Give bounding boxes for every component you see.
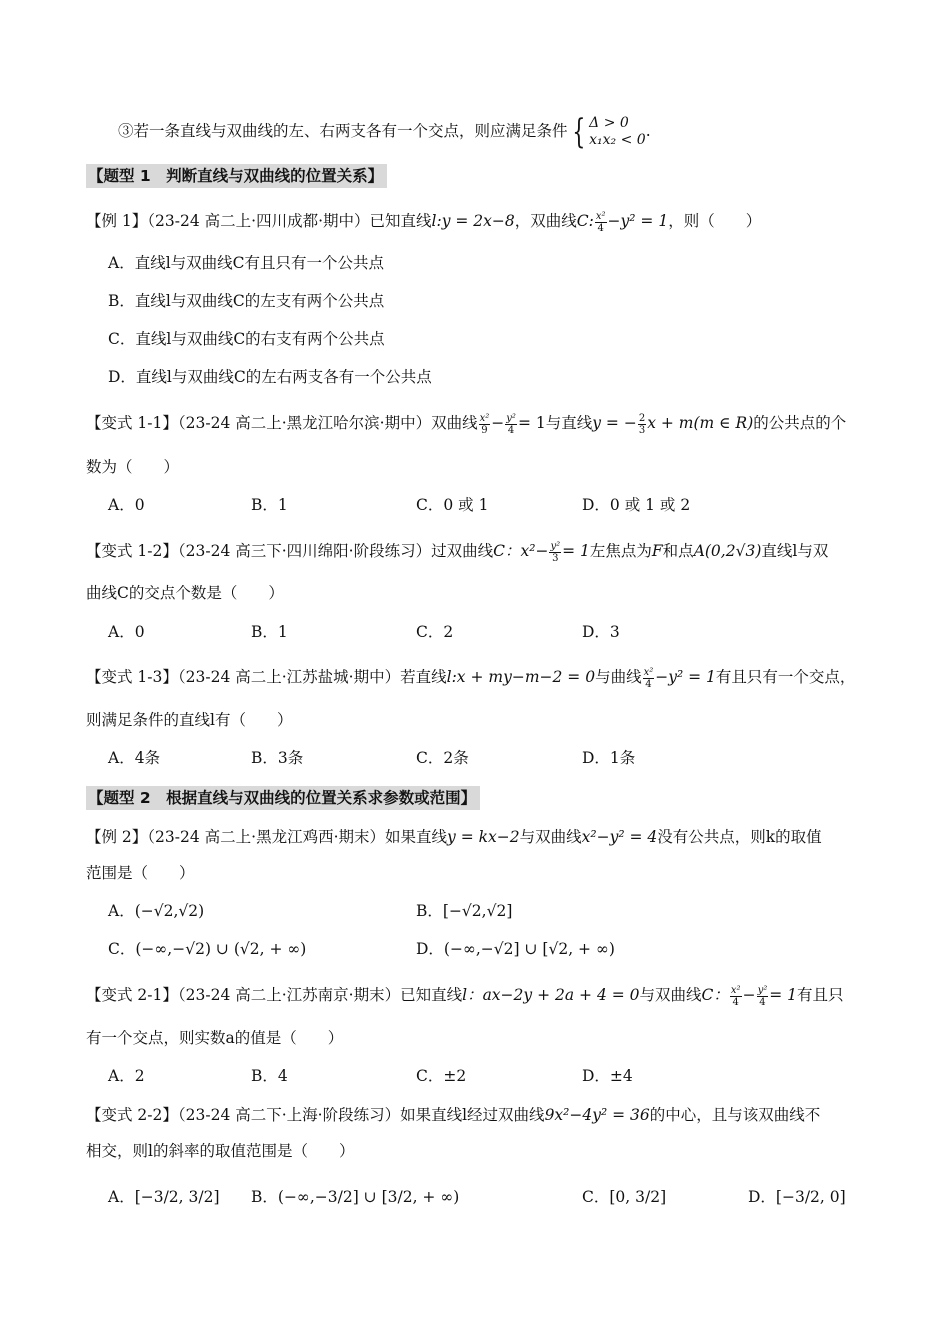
variant-1-3-stem-cont: 则满足条件的直线l有（ ） [86,711,293,729]
section-heading-1: 【题型 1 判断直线与双曲线的位置关系】 [86,164,387,188]
variant-2-1-option-c: C．±2 [416,1067,467,1085]
variant-1-2-option-b: B．1 [251,623,288,641]
variant-1-2-option-c: C．2 [416,623,454,641]
variant-1-3-stem: 【变式 1-3】（23-24 高二上·江苏盐城·期中）若直线l:x + my−m−2 = 0与曲线 $\frac{\text{x²}}{4}$ −y² = 1有且只有一个交点， [86,666,856,690]
variant-1-1-option-c: C．0 或 1 [416,496,489,514]
variant-1-2-option-a: A．0 [108,623,145,641]
example-2-stem-cont: 范围是（ ） [86,864,195,882]
variant-2-1-stem: 【变式 2-1】（23-24 高二上·江苏南京·期末）已知直线l：ax−2y + 2a + 4 = 0与双曲线C： $\frac{\text{x²}}{4}$ − $\frac{\text{y²}}{4}$ = 1有且只 [86,984,844,1008]
variant-1-2-stem-cont: 曲线C的交点个数是（ ） [86,584,284,602]
variant-2-2-stem: 【变式 2-2】（23-24 高二下·上海·阶段练习）如果直线l经过双曲线9x²−4y² = 36的中心，且与该双曲线不 [86,1106,821,1124]
variant-2-2-option-a: A．[−3/2, 3/2] [108,1188,220,1206]
variant-2-2-option-c: C．[0, 3/2] [582,1188,667,1206]
example-1-option-c: C．直线l与双曲线C的右支有两个公共点 [108,330,385,348]
variant-1-1-stem: 【变式 1-1】（23-24 高二上·黑龙江哈尔滨·期中）双曲线 $\frac{\text{x²}}{9}$ − $\frac{\text{y²}}{4}$ = 1与直线y = − $\frac{2}{3}$ x + m(m ∈ R)的公共点的个 [86,412,847,436]
variant-2-2-stem-cont: 相交，则l的斜率的取值范围是（ ） [86,1142,355,1160]
fraction: $\frac{\text{x²}}{4}$ [595,210,606,234]
condition-2: x₁x₂ < 0 [589,132,646,148]
intro-text: ③若一条直线与双曲线的左、右两支各有一个交点，则应满足条件 [118,122,568,140]
condition-system [589,115,646,149]
example-2-option-a: A．(−√2,√2) [108,902,205,920]
variant-1-3-option-c: C．2条 [416,749,469,767]
variant-1-1-stem-cont: 数为（ ） [86,458,180,476]
variant-2-2-option-b: B．(−∞,−3/2] ∪ [3/2, + ∞) [251,1188,460,1206]
example-2-option-b: B．[−√2,√2] [416,902,513,920]
example-2-option-c: C．(−∞,−√2) ∪ (√2, + ∞) [108,940,307,958]
section-heading-2: 【题型 2 根据直线与双曲线的位置关系求参数或范围】 [86,786,480,810]
variant-1-2-option-d: D．3 [582,623,620,641]
example-2-option-d: D．(−∞,−√2] ∪ [√2, + ∞) [416,940,615,958]
variant-2-1-option-b: B．4 [251,1067,288,1085]
variant-2-2-option-d: D．[−3/2, 0] [748,1188,846,1206]
example-2-stem: 【例 2】（23-24 高二上·黑龙江鸡西·期末）如果直线y = kx−2与双曲线x²−y² = 4没有公共点，则k的取值 [86,828,822,846]
variant-2-1-stem-cont: 有一个交点，则实数a的值是（ ） [86,1029,344,1047]
intro-item-3: ③若一条直线与双曲线的左、右两支各有一个交点，则应满足条件 { Δ > 0 x₁x₂ < 0 . [118,112,651,152]
variant-1-2-stem: 【变式 1-2】（23-24 高三下·四川绵阳·阶段练习）过双曲线C：x²− $\frac{\text{y²}}{3}$ = 1左焦点为F和点A(0,2√3)直线l与双 [86,540,829,564]
variant-2-1-option-d: D．±4 [582,1067,633,1085]
example-1-stem: 【例 1】（23-24 高二上·四川成都·期中）已知直线l:y = 2x−8，双曲线C: $\frac{\text{x²}}{4}$ −y² = 1，则（ ） [86,210,762,234]
example-1-option-d: D．直线l与双曲线C的左右两支各有一个公共点 [108,368,432,386]
variant-1-1-option-a: A．0 [108,496,145,514]
condition-1: Δ > 0 [589,115,629,131]
brace-icon: { [571,112,585,152]
example-1-option-a: A．直线l与双曲线C有且只有一个公共点 [108,254,385,272]
variant-1-1-option-d: D．0 或 1 或 2 [582,496,691,514]
variant-1-1-option-b: B．1 [251,496,288,514]
variant-1-3-option-b: B．3条 [251,749,304,767]
variant-1-3-option-d: D．1条 [582,749,636,767]
example-1-option-b: B．直线l与双曲线C的左支有两个公共点 [108,292,385,310]
variant-1-3-option-a: A．4条 [108,749,161,767]
line-equation: l:y = 2x−8 [431,212,515,230]
variant-2-1-option-a: A．2 [108,1067,145,1085]
